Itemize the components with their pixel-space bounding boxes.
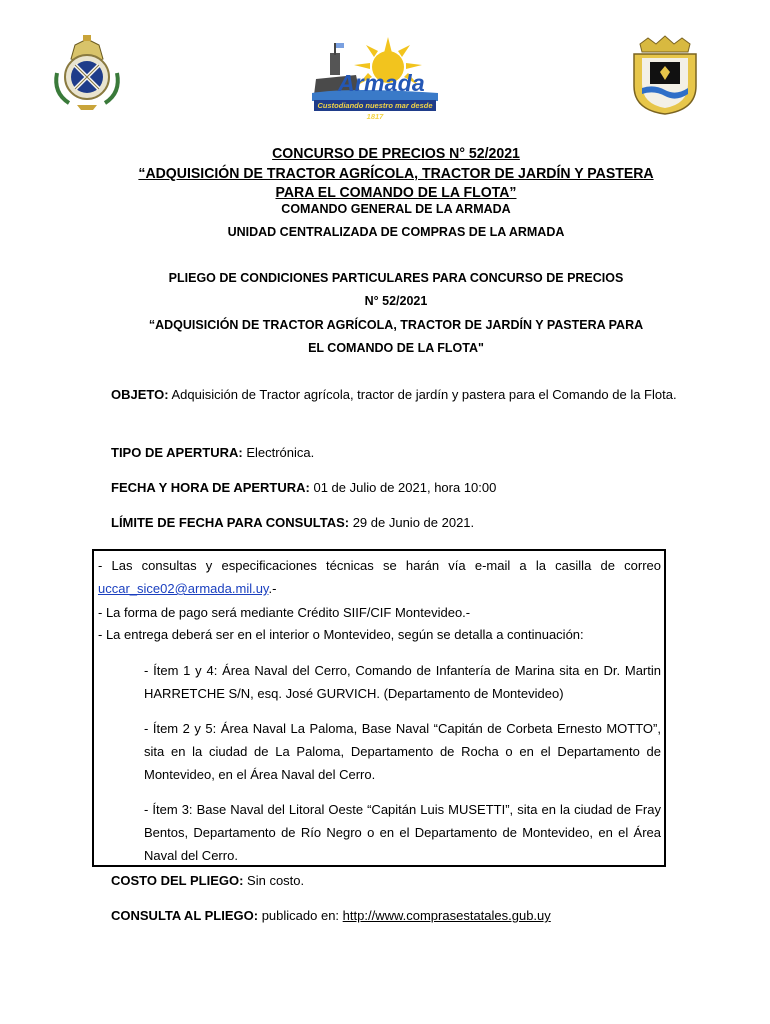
contest-title-line3: PARA EL COMANDO DE LA FLOTA”	[275, 184, 517, 201]
contest-title-line1: CONCURSO DE PRECIOS N° 52/2021	[272, 145, 520, 162]
email-link[interactable]: uccar_sice02@armada.mil.uy	[98, 581, 269, 596]
limite-consultas-field	[111, 511, 686, 534]
box-consultas-line: - Las consultas y especificaciones técnicas se harán vía e-mail a la casilla de correo	[98, 558, 661, 573]
pliego-title-line2: N° 52/2021	[364, 294, 428, 308]
objeto-field	[111, 383, 686, 406]
box-email-line	[98, 577, 661, 600]
box-pago-line: - La forma de pago será mediante Crédito SIIF/CIF Montevideo.-	[98, 605, 471, 620]
consulta-pliego-label: CONSULTA AL PLIEGO:	[111, 908, 259, 923]
contest-title-line2: “ADQUISICIÓN DE TRACTOR AGRÍCOLA, TRACTOR DE JARDÍN Y PASTERA	[138, 165, 654, 182]
tipo-apertura-value: Electrónica.	[242, 445, 315, 460]
tipo-apertura-label: TIPO DE APERTURA:	[111, 445, 243, 460]
org-name: COMANDO GENERAL DE LA ARMADA	[281, 202, 511, 216]
pliego-title-line4: EL COMANDO DE LA FLOTA"	[308, 341, 484, 355]
box-entrega-line: - La entrega deberá ser en el interior o Montevideo, según se detalla a continuación:	[98, 627, 584, 642]
fecha-apertura-field	[111, 476, 686, 499]
objeto-label: OBJETO:	[111, 387, 169, 402]
item-2-5: - Ítem 2 y 5: Área Naval La Paloma, Base Naval “Capitán de Corbeta Ernesto MOTTO”, sita en la ciudad de La Paloma, Departamento de Rocha o en el Departamento de Montevideo, en el Área Naval del Cerro.	[144, 721, 661, 782]
armada-slogan: Custodiando nuestro mar desde 1817	[314, 100, 436, 111]
costo-pliego-value: Sin costo.	[243, 873, 305, 888]
objeto-value: Adquisición de Tractor agrícola, tractor de jardín y pastera para el Comando de la Flota.	[168, 387, 677, 402]
consulta-pliego-value: publicado en:	[258, 908, 343, 923]
limite-consultas-value: 29 de Junio de 2021.	[349, 515, 475, 530]
unit-name: UNIDAD CENTRALIZADA DE COMPRAS DE LA ARMADA	[227, 225, 565, 239]
naval-crest-icon	[47, 33, 127, 111]
costo-pliego-field	[111, 869, 686, 892]
limite-consultas-label: LÍMITE DE FECHA PARA CONSULTAS:	[111, 515, 350, 530]
armada-wordmark: Armada	[338, 70, 425, 96]
pliego-title-line1: PLIEGO DE CONDICIONES PARTICULARES PARA CONCURSO DE PRECIOS	[168, 271, 624, 285]
tipo-apertura-field	[111, 441, 686, 464]
shield-crest-icon	[626, 34, 704, 116]
item-1-4: - Ítem 1 y 4: Área Naval del Cerro, Comando de Infantería de Marina sita en Dr. Martin HARRETCHE S/N, esq. José GURVICH. (Departamento de Montevideo)	[144, 663, 661, 701]
pliego-title-line3: “ADQUISICIÓN DE TRACTOR AGRÍCOLA, TRACTOR DE JARDÍN Y PASTERA PARA	[148, 318, 644, 332]
consulta-pliego-field	[111, 904, 686, 927]
comprasestatales-link[interactable]: http://www.comprasestatales.gub.uy	[342, 908, 551, 923]
email-suffix: .-	[268, 581, 277, 596]
item-3: - Ítem 3: Base Naval del Litoral Oeste “Capitán Luis MUSETTI”, sita en la ciudad de Fray Bentos, Departamento de Río Negro o en el Departamento de Montevideo, en el Área Naval del Cerro.	[144, 802, 661, 863]
costo-pliego-label: COSTO DEL PLIEGO:	[111, 873, 244, 888]
fecha-apertura-value: 01 de Julio de 2021, hora 10:00	[309, 480, 497, 495]
fecha-apertura-label: FECHA Y HORA DE APERTURA:	[111, 480, 310, 495]
